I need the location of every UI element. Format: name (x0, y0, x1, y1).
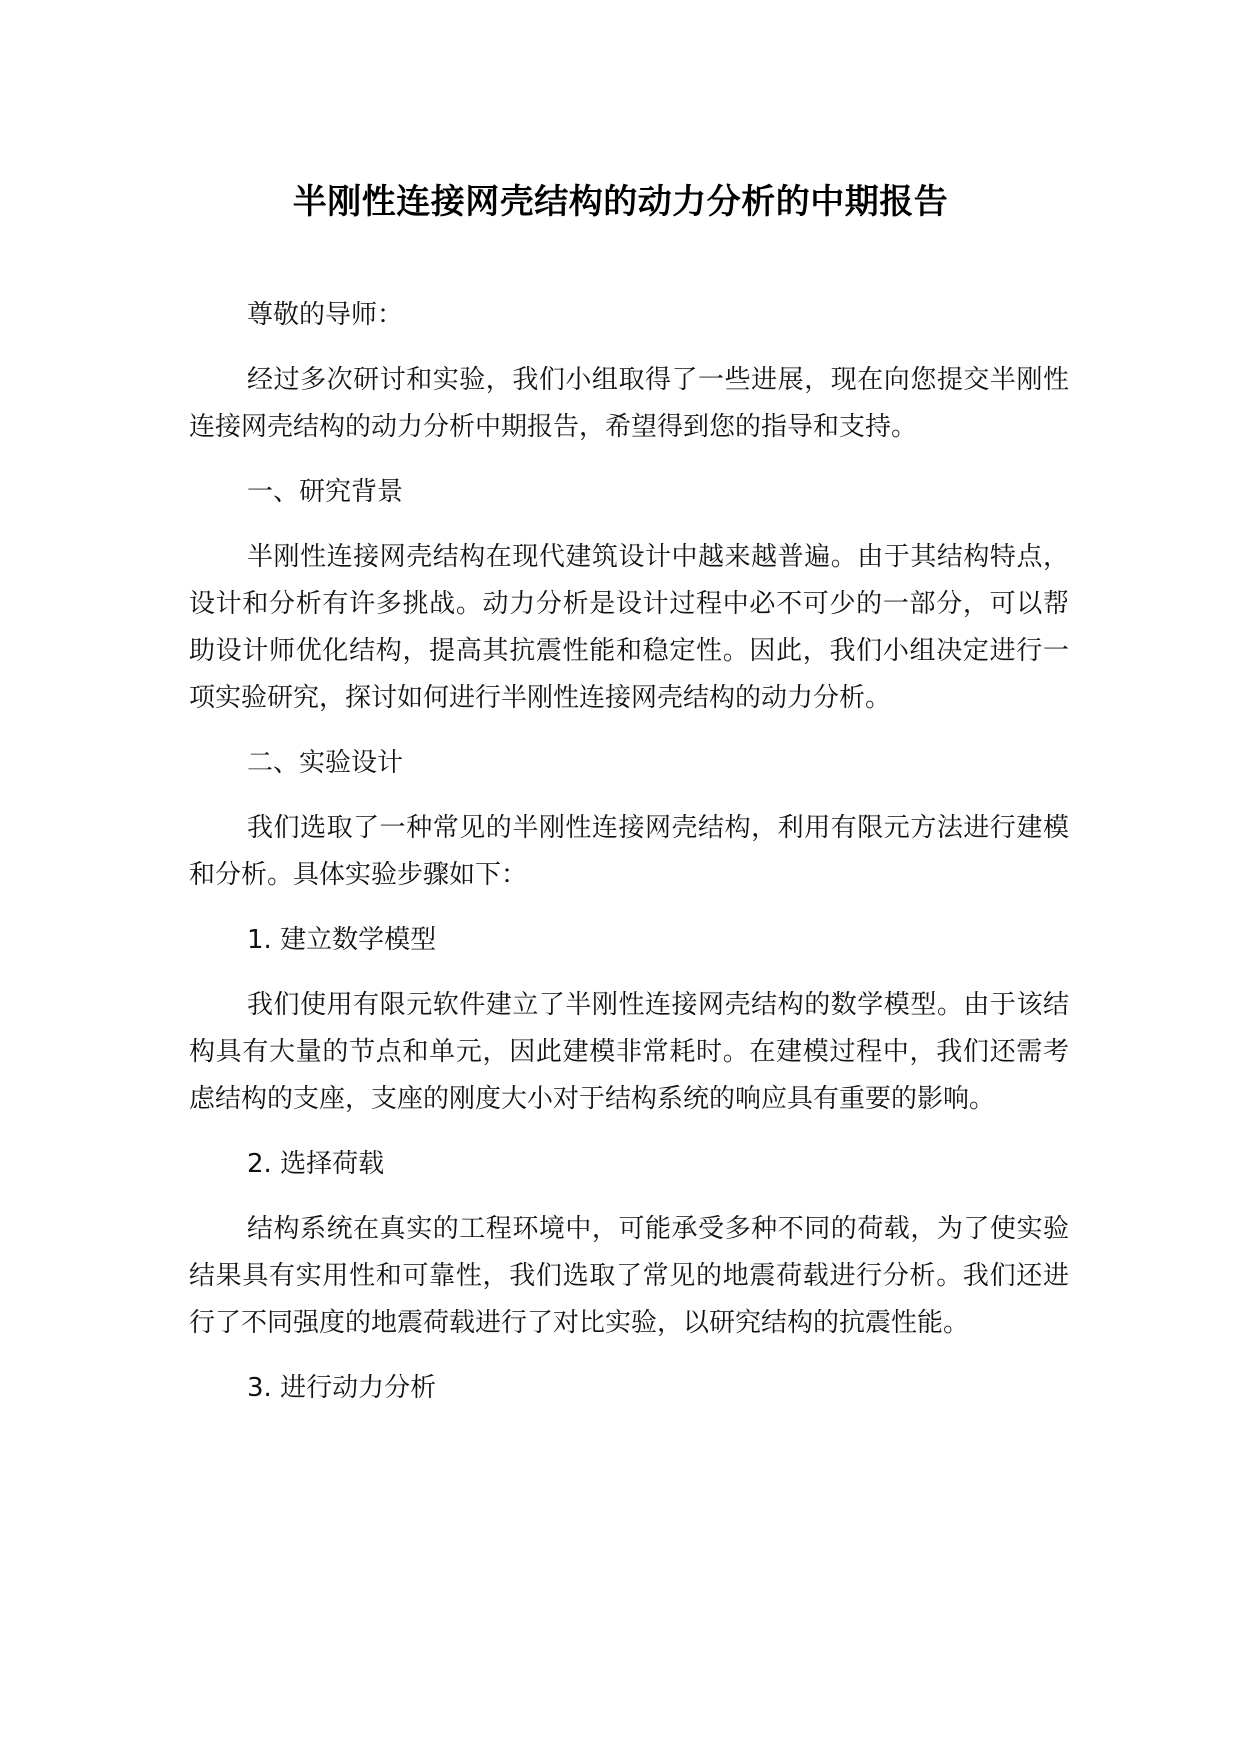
load-paragraph: 结构系统在真实的工程环境中，可能承受多种不同的荷载，为了使实验结果具有实用性和可靠性，我们选取了常见的地震荷载进行分析。我们还进行了不同强度的地震荷载进行了对比实验，以研究结构的抗震性能。 (189, 1214, 1069, 1338)
model-paragraph: 我们使用有限元软件建立了半刚性连接网壳结构的数学模型。由于该结构具有大量的节点和单元，因此建模非常耗时。在建模过程中，我们还需考虑结构的支座，支座的刚度大小对于结构系统的响应具有重要的影响。 (189, 990, 1069, 1114)
step-heading-model: 1. 建立数学模型 (247, 925, 437, 955)
document-body (189, 292, 1069, 1430)
background-paragraph: 半刚性连接网壳结构在现代建筑设计中越来越普遍。由于其结构特点，设计和分析有许多挑战。动力分析是设计过程中必不可少的一部分，可以帮助设计师优化结构，提高其抗震性能和稳定性。因此，我们小组决定进行一项实验研究，探讨如何进行半刚性连接网壳结构的动力分析。 (189, 542, 1069, 713)
step-heading-analysis: 3. 进行动力分析 (247, 1373, 437, 1403)
design-paragraph: 我们选取了一种常见的半刚性连接网壳结构，利用有限元方法进行建模和分析。具体实验步骤如下： (189, 813, 1069, 890)
step-heading-load: 2. 选择荷载 (247, 1149, 385, 1179)
salutation: 尊敬的导师： (247, 300, 404, 330)
intro-paragraph: 经过多次研讨和实验，我们小组取得了一些进展，现在向您提交半刚性连接网壳结构的动力分析中期报告，希望得到您的指导和支持。 (189, 365, 1069, 442)
section-heading-design: 二、实验设计 (247, 748, 404, 778)
document-title: 半刚性连接网壳结构的动力分析的中期报告 (292, 182, 949, 222)
section-heading-background: 一、研究背景 (247, 477, 404, 507)
